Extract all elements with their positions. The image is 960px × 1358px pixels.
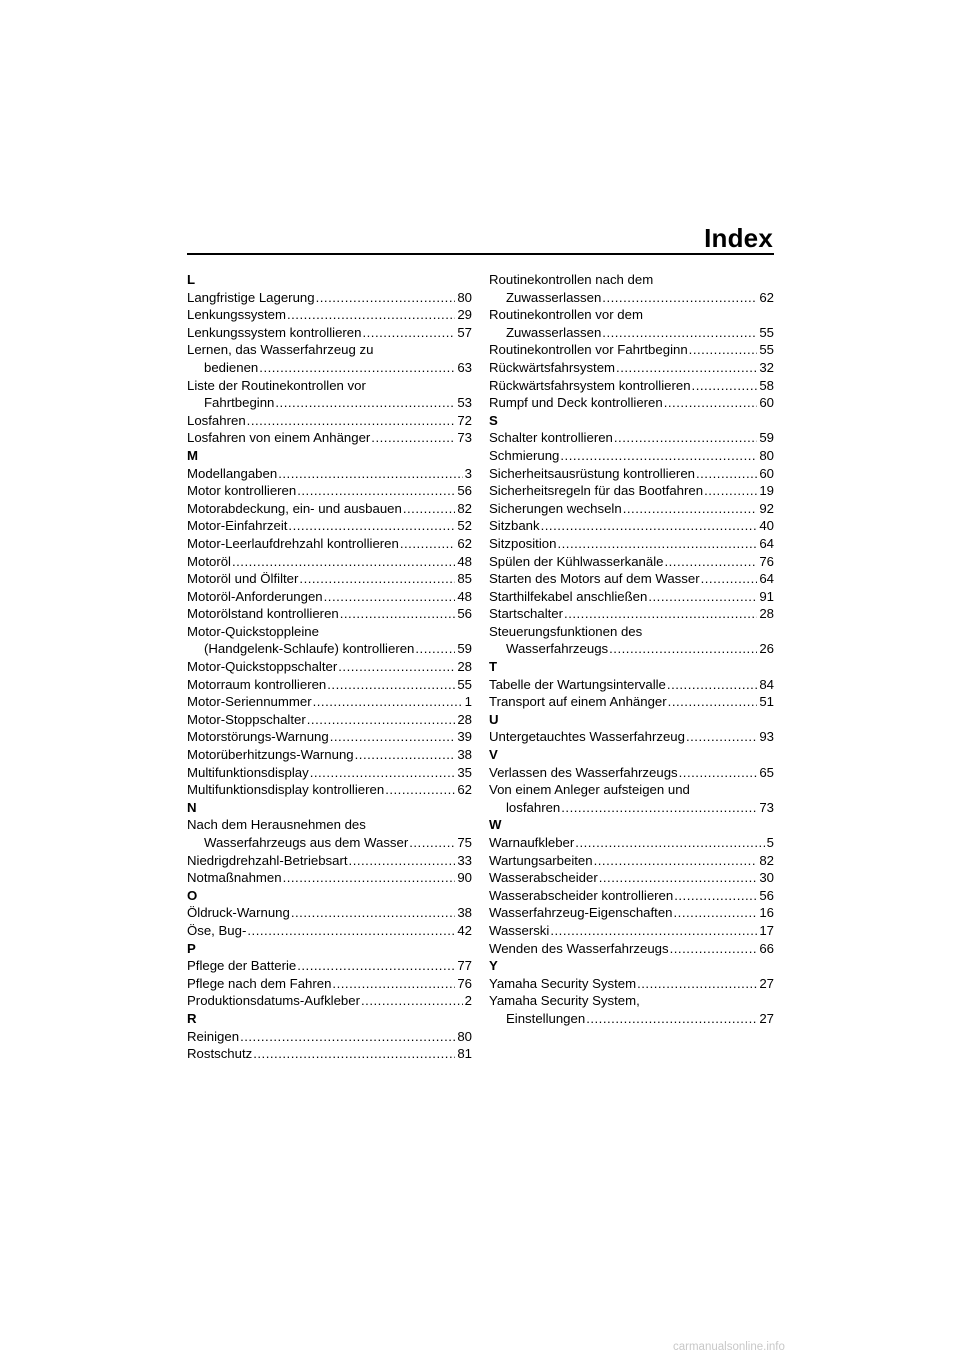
index-entry (489, 904, 774, 922)
dot-leader (338, 658, 455, 676)
index-column-right (489, 271, 774, 1028)
index-page-number: 56 (759, 887, 774, 903)
index-entry-text: Losfahren von einem Anhänger (187, 430, 371, 446)
index-page-number: 28 (457, 659, 472, 675)
index-page-number: 60 (759, 465, 774, 481)
index-entry-text: Motor-Einfahrzeit (187, 518, 288, 534)
index-letter-heading: P (187, 940, 196, 956)
index-entry (187, 764, 472, 782)
index-entry-text: Produktionsdatums-Aufkleber (187, 993, 360, 1009)
index-letter-heading: L (187, 272, 196, 287)
index-page-number: 58 (759, 377, 774, 393)
index-entry (489, 588, 774, 606)
dot-leader (288, 517, 455, 535)
dot-leader (247, 412, 456, 430)
index-entry-text: Sicherheitsregeln für das Bootfahren (489, 483, 704, 499)
index-page-number: 73 (759, 799, 774, 815)
dot-leader (602, 289, 757, 307)
index-entry (489, 535, 774, 553)
index-page-number: 35 (457, 764, 472, 780)
dot-leader (355, 746, 456, 764)
index-entry (489, 693, 774, 711)
index-entry-text: Motor-Quickstoppschalter (187, 659, 338, 675)
index-entry-text: Wasserfahrzeugs (506, 641, 609, 657)
index-page-number: 80 (759, 447, 774, 463)
index-entry (187, 517, 472, 535)
index-entry-text: Starthilfekabel anschließen (489, 588, 648, 604)
index-entry-text: Zuwasserlassen (506, 289, 602, 305)
index-entry (489, 341, 774, 359)
dot-leader (340, 605, 456, 623)
index-column-left (187, 271, 472, 1063)
index-entry-text: Motor-Leerlaufdrehzahl kontrollieren (187, 535, 399, 551)
index-entry-text: Sitzbank (489, 518, 540, 534)
index-entry-text: Fahrtbeginn (204, 395, 275, 411)
dot-leader (668, 693, 758, 711)
index-page-number: 63 (457, 359, 472, 375)
index-entry (187, 412, 472, 430)
dot-leader (253, 1045, 455, 1063)
index-page-number: 56 (457, 606, 472, 622)
index-entry-text: Wasserabscheider kontrollieren (489, 887, 674, 903)
index-page-number: 56 (457, 483, 472, 499)
index-page-number: 39 (457, 729, 472, 745)
dot-leader (415, 640, 455, 658)
index-entry-text: Pflege nach dem Fahren (187, 975, 332, 991)
index-page-number: 73 (457, 430, 472, 446)
index-entry-text: Motor-Seriennummer (187, 694, 312, 710)
index-entry-text: Motoröl und Ölfilter (187, 571, 299, 587)
index-page-number: 27 (759, 975, 774, 991)
index-entry-text: Motorölstand kontrollieren (187, 606, 339, 622)
index-entry (187, 553, 472, 571)
index-letter-heading: S (489, 412, 498, 428)
index-entry (187, 570, 472, 588)
index-entry-text: Motor-Stoppschalter (187, 711, 306, 727)
index-entry-text: Lenkungssystem kontrollieren (187, 324, 362, 340)
index-page-number: 51 (759, 694, 774, 710)
index-page-number: 60 (759, 395, 774, 411)
dot-leader (674, 887, 757, 905)
index-entry (489, 799, 774, 817)
dot-leader (648, 588, 757, 606)
index-entry-text: Von einem Anleger aufsteigen und (489, 782, 690, 798)
dot-leader (361, 992, 463, 1010)
dot-leader (330, 728, 456, 746)
dot-leader (371, 429, 455, 447)
index-entry (489, 869, 774, 887)
dot-leader (664, 394, 758, 412)
dot-leader (609, 640, 757, 658)
index-page-number: 80 (457, 289, 472, 305)
index-entry (187, 834, 472, 852)
index-page-number: 40 (759, 518, 774, 534)
index-entry (489, 465, 774, 483)
index-entry-text: Motor kontrollieren (187, 483, 297, 499)
index-entry (489, 834, 774, 852)
dot-leader (614, 429, 757, 447)
index-entry (489, 975, 774, 993)
index-letter-heading: Y (489, 958, 498, 974)
index-letter-heading: V (489, 747, 498, 763)
index-entry (187, 605, 472, 623)
index-entry (187, 992, 472, 1010)
dot-leader (327, 676, 455, 694)
dot-leader (275, 394, 455, 412)
index-entry-text: Wasserabscheider (489, 870, 598, 886)
index-page-number: 82 (457, 500, 472, 516)
index-entry-text: Öldruck-Warnung (187, 905, 290, 921)
index-page-number: 90 (457, 870, 472, 886)
index-entry (489, 1010, 774, 1028)
index-entry-text: Wasserfahrzeugs aus dem Wasser (204, 835, 409, 850)
index-entry (187, 289, 472, 307)
dot-leader (247, 922, 455, 940)
index-entry-text: Öse, Bug- (187, 922, 247, 938)
dot-leader (400, 535, 455, 553)
dot-leader (232, 553, 455, 571)
index-entry (187, 1028, 472, 1046)
index-page-number: 55 (457, 676, 472, 692)
index-entry (489, 764, 774, 782)
index-entry-text: Startschalter (489, 606, 564, 622)
index-page-number: 64 (759, 535, 774, 551)
dot-leader (385, 781, 455, 799)
dot-leader (316, 289, 456, 307)
index-entry (489, 359, 774, 377)
index-entry-text: Notmaßnahmen (187, 870, 282, 886)
index-page-number: 76 (457, 975, 472, 991)
index-entry-text: Motorüberhitzungs-Warnung (187, 747, 354, 763)
index-page-number: 32 (759, 359, 774, 375)
index-entry-text: Niedrigdrehzahl-Betriebsart (187, 852, 348, 868)
index-entry-text: Langfristige Lagerung (187, 289, 315, 305)
page-title: Index (704, 223, 773, 253)
dot-leader (704, 482, 757, 500)
dot-leader (283, 869, 456, 887)
dot-leader (307, 711, 456, 729)
index-entry-text: (Handgelenk-Schlaufe) kontrollieren (204, 641, 415, 657)
index-page-number: 81 (457, 1046, 472, 1062)
dot-leader (557, 535, 757, 553)
dot-leader (696, 465, 757, 483)
index-entry (489, 553, 774, 571)
index-page-number: 3 (464, 465, 472, 481)
index-page-number: 42 (457, 922, 472, 938)
index-entry-text: Motorstörungs-Warnung (187, 729, 329, 745)
index-entry (489, 605, 774, 623)
dot-leader (670, 940, 758, 958)
index-page-number: 28 (759, 606, 774, 622)
dot-leader (686, 728, 757, 746)
index-entry-text: Sicherheitsausrüstung kontrollieren (489, 465, 695, 481)
dot-leader (667, 676, 757, 694)
index-entry (187, 465, 472, 483)
dot-leader (278, 465, 462, 483)
dot-leader (299, 570, 455, 588)
index-entry-text: Wasserski (489, 922, 550, 938)
index-entry-text: Starten des Motors auf dem Wasser (489, 571, 700, 587)
dot-leader (332, 975, 455, 993)
index-page-number: 16 (759, 905, 774, 921)
index-letter-heading: W (489, 817, 502, 833)
index-page-number: 27 (759, 1010, 774, 1026)
index-page-number: 48 (457, 553, 472, 569)
dot-leader (564, 605, 757, 623)
dot-leader (409, 834, 455, 852)
index-page-number: 82 (759, 852, 774, 868)
dot-leader (575, 834, 764, 852)
index-entry (489, 640, 774, 658)
dot-leader (561, 799, 757, 817)
dot-leader (689, 341, 758, 359)
index-entry (187, 640, 472, 658)
dot-leader (259, 359, 455, 377)
dot-leader (541, 517, 758, 535)
index-entry-text: Motorabdeckung, ein- und ausbauen (187, 500, 402, 516)
index-entry-text: Lenkungssystem (187, 307, 286, 323)
index-page-number: 91 (759, 588, 774, 604)
index-entry (187, 535, 472, 553)
index-entry (187, 975, 472, 993)
index-entry-text: Spülen der Kühlwasserkanäle (489, 553, 664, 569)
index-entry-text: Rumpf und Deck kontrollieren (489, 395, 663, 411)
dot-leader (679, 764, 758, 782)
index-entry-text: Verlassen des Wasserfahrzeugs (489, 764, 678, 780)
index-entry (489, 429, 774, 447)
dot-leader (240, 1028, 455, 1046)
index-entry (489, 500, 774, 518)
index-entry (187, 1045, 472, 1063)
index-entry (489, 570, 774, 588)
index-entry-text: Tabelle der Wartungsintervalle (489, 676, 666, 692)
index-entry-text: Sicherungen wechseln (489, 500, 622, 516)
index-page-number: 1 (464, 694, 472, 710)
dot-leader (324, 588, 456, 606)
index-entry (187, 922, 472, 940)
index-page-number: 26 (759, 641, 774, 657)
index-entry-text: Wartungsarbeiten (489, 852, 593, 868)
index-page-number: 29 (457, 307, 472, 323)
index-entry-text: Einstellungen (506, 1010, 586, 1026)
index-page-number: 55 (759, 324, 774, 340)
index-entry-text: Sitzposition (489, 535, 557, 551)
index-page-number: 5 (766, 835, 774, 850)
index-page-number: 72 (457, 412, 472, 428)
index-entry-text: losfahren (506, 799, 561, 815)
index-entry (489, 940, 774, 958)
index-page-number: 66 (759, 940, 774, 956)
index-entry (187, 676, 472, 694)
dot-leader (664, 553, 757, 571)
index-entry (187, 306, 472, 324)
index-page-number: 55 (759, 342, 774, 358)
dot-leader (403, 500, 456, 518)
index-entry-text: Rückwärtsfahrsystem kontrollieren (489, 377, 691, 393)
index-entry (489, 482, 774, 500)
index-letter-heading: N (187, 799, 197, 815)
index-entry (489, 852, 774, 870)
dot-leader (637, 975, 757, 993)
dot-leader (616, 359, 757, 377)
dot-leader (297, 482, 455, 500)
index-entry-text: Motorraum kontrollieren (187, 676, 327, 692)
index-entry (187, 394, 472, 412)
index-entry-text: Schmierung (489, 447, 560, 463)
index-entry (187, 711, 472, 729)
index-entry-text: Untergetauchtes Wasserfahrzeug (489, 729, 685, 745)
index-page-number: 52 (457, 518, 472, 534)
index-entry-text: Nach dem Herausnehmen des (187, 817, 366, 833)
dot-leader (594, 852, 758, 870)
index-entry-text: Yamaha Security System (489, 975, 637, 991)
index-entry (489, 324, 774, 342)
index-entry-text: Reinigen (187, 1028, 240, 1044)
index-entry-text: Rückwärtsfahrsystem (489, 359, 616, 375)
index-page-number: 76 (759, 553, 774, 569)
index-entry-text: Wasserfahrzeug-Eigenschaften (489, 905, 673, 921)
dot-leader (349, 852, 456, 870)
index-entry (187, 658, 472, 676)
dot-leader (599, 869, 758, 887)
index-page-number: 17 (759, 922, 774, 938)
index-entry (489, 922, 774, 940)
index-entry (489, 517, 774, 535)
index-entry (489, 289, 774, 307)
index-entry (489, 728, 774, 746)
index-page-number: 64 (759, 571, 774, 587)
index-page-number: 93 (759, 729, 774, 745)
dot-leader (297, 957, 455, 975)
dot-leader (560, 447, 757, 465)
dot-leader (674, 904, 758, 922)
index-page-number: 62 (457, 535, 472, 551)
index-entry-text: Yamaha Security System, (489, 993, 640, 1009)
index-entry (187, 957, 472, 975)
index-entry (187, 852, 472, 870)
watermark: carmanualsonline.info (673, 1341, 785, 1353)
dot-leader (291, 904, 455, 922)
index-entry (489, 447, 774, 465)
index-entry-text: Losfahren (187, 412, 246, 428)
index-entry-text: Modellangaben (187, 465, 278, 481)
index-page-number: 65 (759, 764, 774, 780)
index-entry (187, 359, 472, 377)
dot-leader (602, 324, 757, 342)
index-page-number: 59 (759, 430, 774, 446)
index-entry-text: Steuerungsfunktionen des (489, 623, 643, 639)
index-entry (489, 676, 774, 694)
index-page-number: 38 (457, 747, 472, 763)
index-page-number: 77 (457, 958, 472, 974)
index-entry (489, 887, 774, 905)
index-entry-text: Routinekontrollen nach dem (489, 272, 654, 287)
index-entry-text: Multifunktionsdisplay (187, 764, 309, 780)
index-entry-text: Multifunktionsdisplay kontrollieren (187, 782, 385, 798)
dot-leader (550, 922, 757, 940)
index-entry-text: Warnaufkleber (489, 835, 575, 850)
index-page-number: 84 (759, 676, 774, 692)
index-page-number: 38 (457, 905, 472, 921)
index-entry (187, 429, 472, 447)
index-entry (187, 500, 472, 518)
dot-leader (586, 1010, 757, 1028)
index-entry-text: Routinekontrollen vor dem (489, 307, 643, 323)
index-page-number: 75 (457, 835, 472, 850)
index-letter-heading: M (187, 447, 198, 463)
index-entry (187, 728, 472, 746)
title-rule (187, 253, 774, 255)
index-letter-heading: U (489, 711, 499, 727)
index-entry (187, 482, 472, 500)
index-page-number: 59 (457, 641, 472, 657)
index-page-number: 30 (759, 870, 774, 886)
index-entry-text: Motoröl (187, 553, 231, 569)
dot-leader (310, 764, 456, 782)
index-entry-text: Liste der Routinekontrollen vor (187, 377, 366, 393)
index-entry (187, 781, 472, 799)
index-entry (187, 693, 472, 711)
index-page-number: 92 (759, 500, 774, 516)
index-entry-text: Transport auf einem Anhänger (489, 694, 667, 710)
index-entry (187, 904, 472, 922)
dot-leader (701, 570, 758, 588)
index-letter-heading: R (187, 1010, 197, 1026)
index-page-number: 80 (457, 1028, 472, 1044)
index-entry (187, 746, 472, 764)
index-entry (489, 377, 774, 395)
dot-leader (313, 693, 463, 711)
dot-leader (362, 324, 455, 342)
index-entry-text: Schalter kontrollieren (489, 430, 613, 446)
dot-leader (287, 306, 455, 324)
index-entry-text: bedienen (204, 359, 259, 375)
index-page-number: 48 (457, 588, 472, 604)
index-letter-heading: O (187, 887, 198, 903)
index-page-number: 28 (457, 711, 472, 727)
index-entry-text: Routinekontrollen vor Fahrtbeginn (489, 342, 688, 358)
index-entry-text: Rostschutz (187, 1046, 253, 1062)
index-page-number: 85 (457, 571, 472, 587)
index-entry-text: Pflege der Batterie (187, 958, 297, 974)
index-page-number: 2 (464, 993, 472, 1009)
index-entry-text: Lernen, das Wasserfahrzeug zu (187, 342, 374, 358)
index-entry (489, 394, 774, 412)
dot-leader (692, 377, 758, 395)
index-letter-heading: T (489, 659, 498, 675)
dot-leader (623, 500, 758, 518)
index-entry-text: Motor-Quickstoppleine (187, 623, 319, 639)
index-entry-text: Wenden des Wasserfahrzeugs (489, 940, 669, 956)
index-entry-text: Zuwasserlassen (506, 324, 602, 340)
index-page-number: 19 (759, 483, 774, 499)
index-entry (187, 869, 472, 887)
index-entry (187, 324, 472, 342)
index-page-number: 62 (759, 289, 774, 305)
index-page-number: 62 (457, 782, 472, 798)
index-entry (187, 588, 472, 606)
index-page-number: 57 (457, 324, 472, 340)
index-page-number: 53 (457, 395, 472, 411)
index-entry-text: Motoröl-Anforderungen (187, 588, 323, 604)
index-page-number: 33 (457, 852, 472, 868)
